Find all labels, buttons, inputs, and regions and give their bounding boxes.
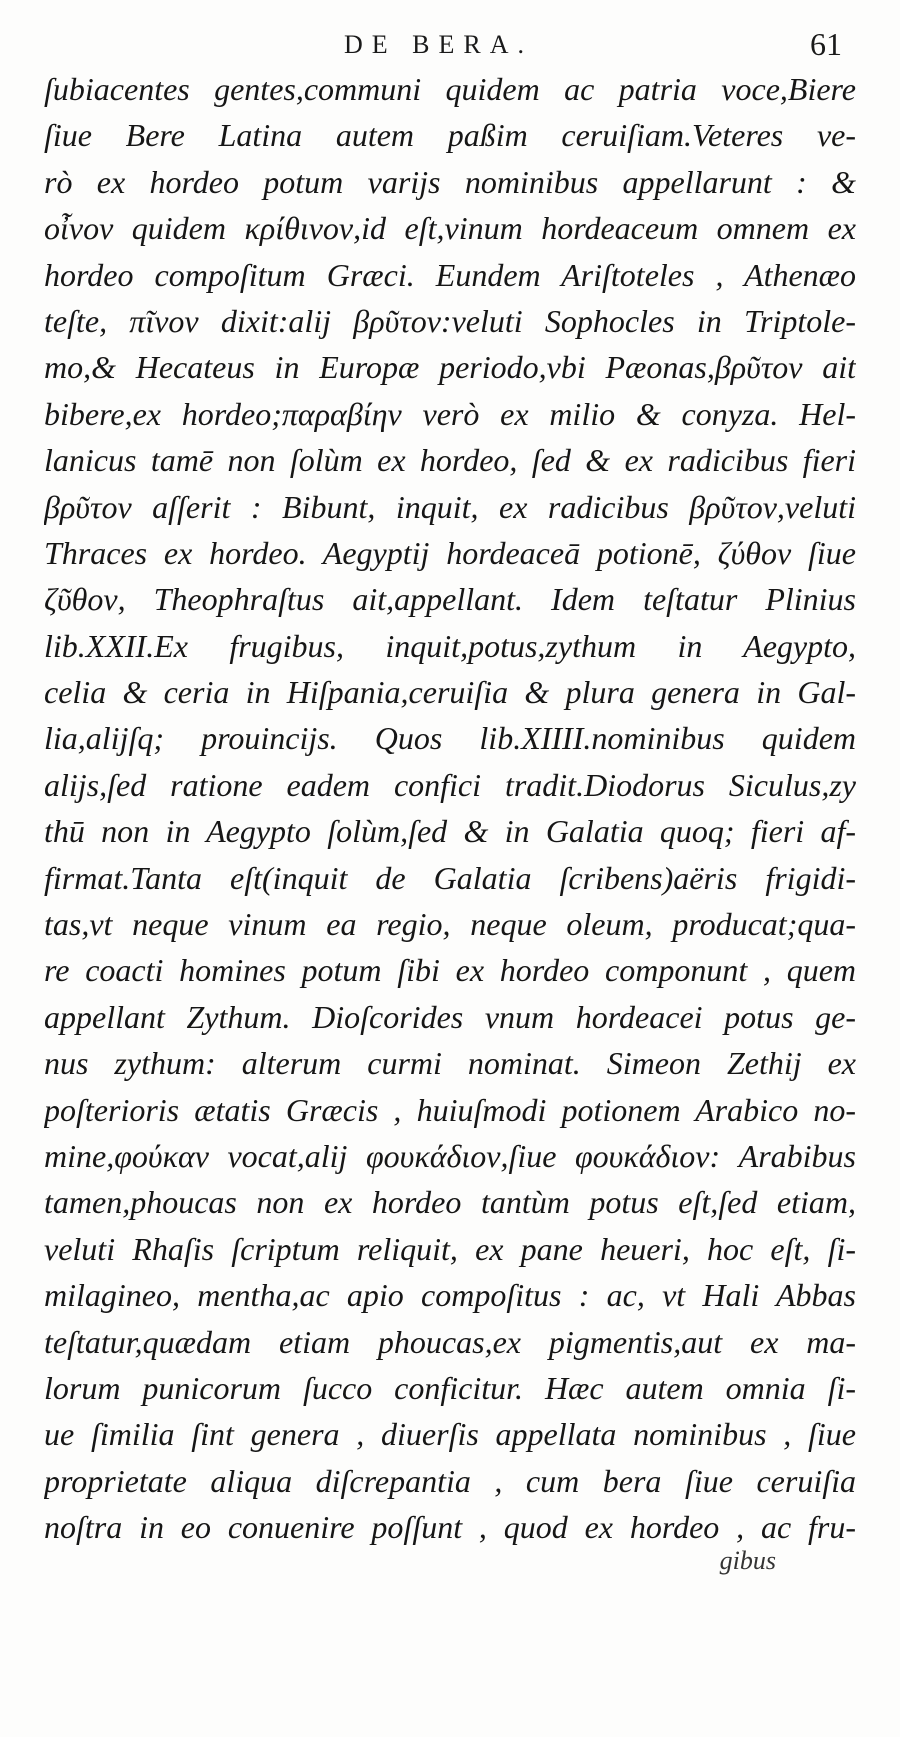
text-line: nus zythum: alterum curmi nominat. Simeon Zethij ex [44,1045,856,1082]
text-line: ſiue Bere Latina autem paßim ceruiſiam.Veteres ve- [44,117,856,154]
text-line: poſterioris ætatis Græcis , huiuſmodi potionem Arabico no- [44,1091,856,1128]
body-text [44,66,856,1551]
text-line: ζῦθον, Theophraſtus ait,appellant. Idem teſtatur Plinius [44,581,856,618]
text-line: lia,alijſq; prouincijs. Quos lib.XIIII.nominibus quidem [44,720,856,757]
text-line: milagineo, mentha,ac apio compoſitus : ac, vt Hali Abbas [44,1277,856,1314]
text-line: lib.XXII.Ex frugibus, inquit,potus,zythum in Aegypto, [44,627,856,664]
page-header [44,26,856,66]
catchword: gibus [719,1546,776,1575]
text-line: noſtra in eo conuenire poſſunt , quod ex hordeo , ac fru- [44,1509,856,1546]
text-line: firmat.Tanta eſt(inquit de Galatia ſcribens)aëris frigidi- [44,859,856,896]
text-line: mo,& Hecateus in Europæ periodo,vbi Pæonas,βρῦτον ait [44,349,856,386]
page-number: 61 [810,26,842,62]
text-line: mine,φούκαν vocat,alij φουκάδιον,ſiue φουκάδιον: Arabibus [44,1137,856,1174]
text-line: ſubiacentes gentes,communi quidem ac patria voce,Biere [44,71,856,107]
text-line: ue ſimilia ſint genera , diuerſis appellata nominibus , ſiue [44,1416,856,1453]
text-line: re coacti homines potum ſibi ex hordeo componunt , quem [44,952,856,989]
text-line: tamen,phoucas non ex hordeo tantùm potus eſt,ſed etiam, [44,1184,856,1221]
text-line: tas,vt neque vinum ea regio, neque oleum, producat;qua- [44,906,856,943]
text-line: celia & ceria in Hiſpania,ceruiſia & plura genera in Gal- [44,674,856,711]
text-line: teſtatur,quædam etiam phoucas,ex pigmentis,aut ex ma- [44,1323,856,1360]
text-line: lanicus tamē non ſolùm ex hordeo, ſed & ex radicibus fieri [44,442,856,479]
running-title: DE BERA. [344,30,533,59]
text-line: βρῦτον aſſerit : Bibunt, inquit, ex radicibus βρῦτον,veluti [44,488,856,525]
text-line: proprietate aliqua diſcrepantia , cum bera ſiue ceruiſia [44,1462,856,1499]
text-line: hordeo compoſitum Græci. Eundem Ariſtoteles , Athenæo [44,256,856,293]
text-line: alijs,ſed ratione eadem confici tradit.Diodorus Siculus,zy [44,766,856,803]
text-line: οἶνον quidem κρίθινον,id eſt,vinum hordeaceum omnem ex [44,210,856,247]
text-line: rò ex hordeo potum varijs nominibus appellarunt : & [44,163,856,200]
text-line: thū non in Aegypto ſolùm,ſed & in Galatia quoq; fieri af- [44,813,856,850]
text-line: Thraces ex hordeo. Aegyptij hordeaceā potionē, ζύθον ſiue [44,534,856,571]
text-line: teſte, πῖνον dixit:alij βρῦτον:veluti Sophocles in Triptole- [44,302,856,339]
text-line: bibere,ex hordeo;παραβίην verò ex milio & conyza. Hel- [44,395,856,432]
text-line: lorum punicorum ſucco conficitur. Hæc autem omnia ſi- [44,1369,856,1406]
text-line: appellant Zythum. Dioſcorides vnum hordeacei potus ge- [44,998,856,1035]
text-line: veluti Rhaſis ſcriptum reliquit, ex pane heueri, hoc eſt, ſi- [44,1230,856,1267]
